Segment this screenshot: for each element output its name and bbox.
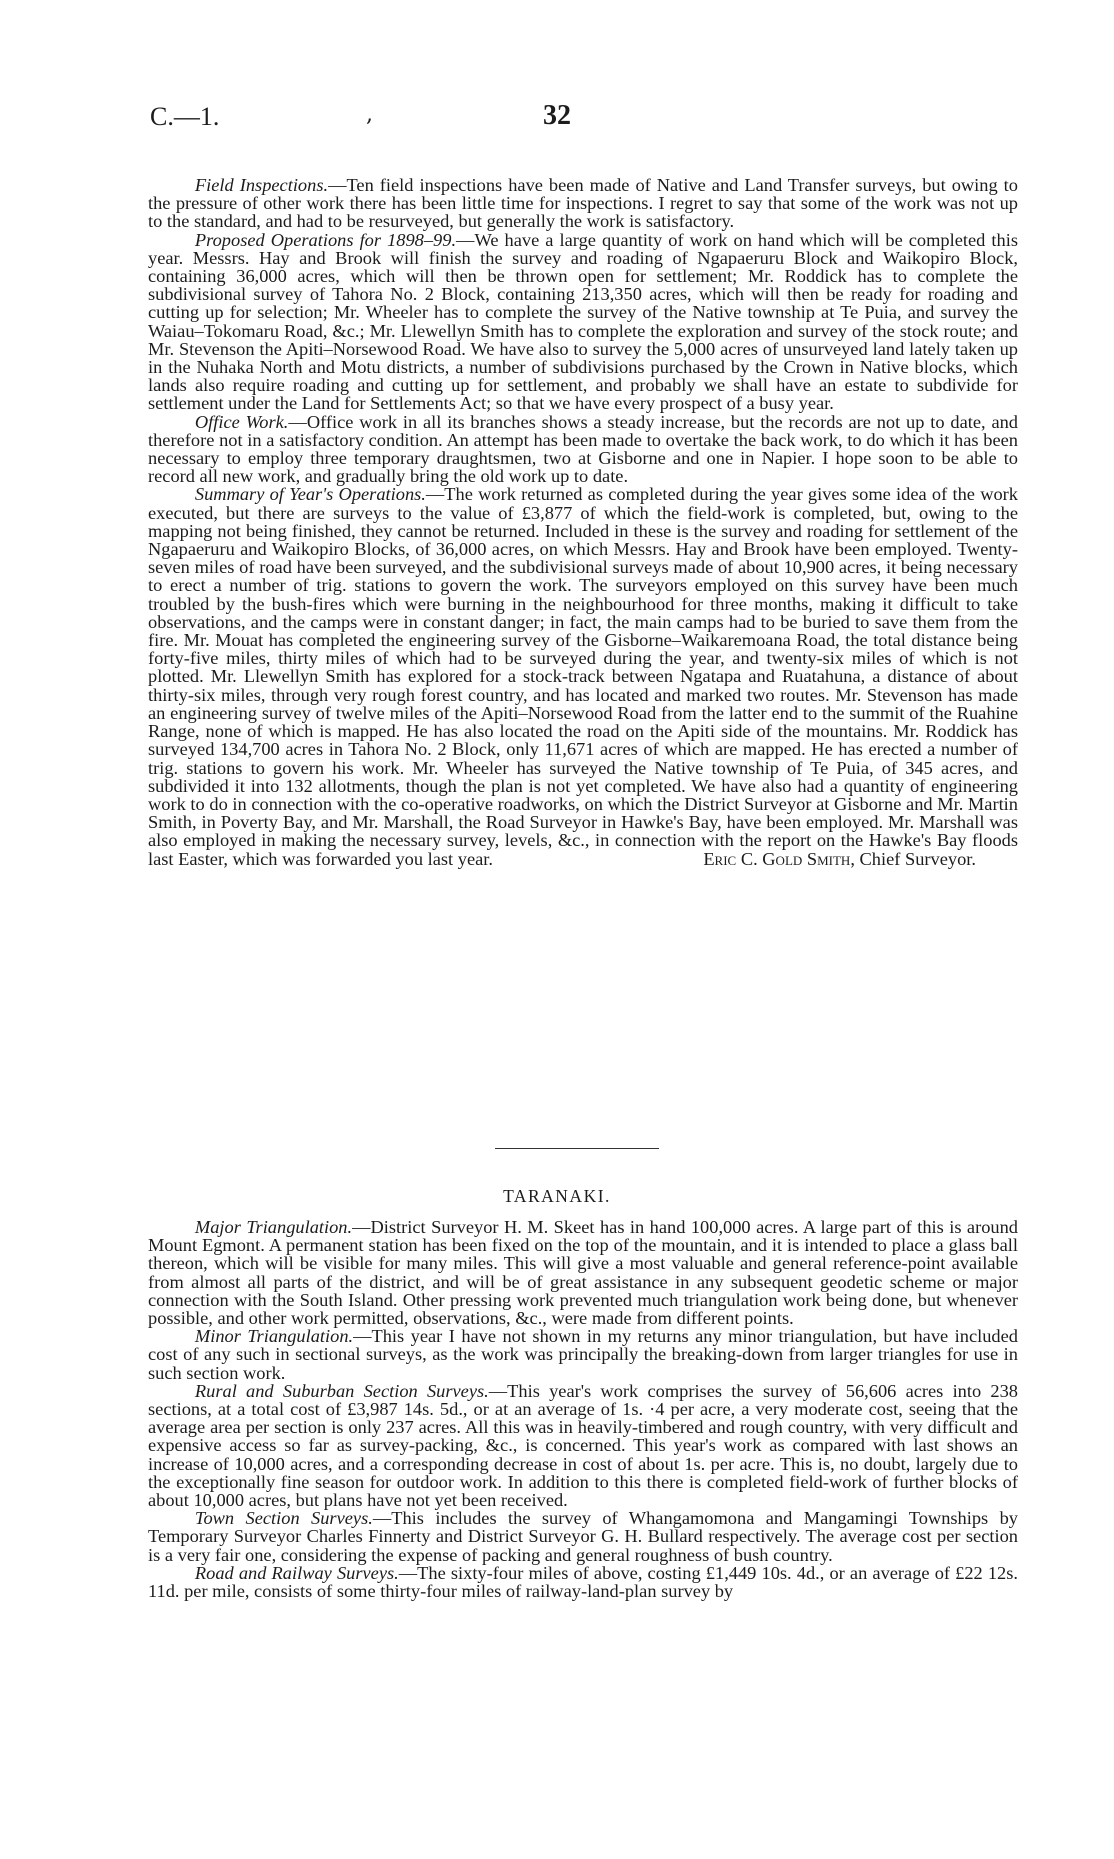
paragraph-heading: Road and Railway Surveys. (194, 1562, 399, 1583)
paragraph-heading: Rural and Suburban Section Surveys. (194, 1380, 489, 1401)
paragraph-text: —The work returned as completed during the year gives some idea of the work executed, but there are surveys to the value of £3,877 of which the field-work is completed, but, owing to the mapping not being finished, they cannot be returned. Included in these is the survey and roading for settlement of the Ngapaeruru and Waikopiro Blocks, of 36,000 acres, on which Messrs. Hay and Brook have been employed. Twenty-seven miles of road have been surveyed, and the subdivisional surveys made of about 10,900 acres, it being necessary to erect a number of trig. stations to govern the work. The surveyors employed on this survey have been much troubled by the bush-fires which were burning in the neighbourhood for three months, making it difficult to take observations, and the camps were in constant danger; in fact, the main camps had to be buried to save them from the fire. Mr. Mouat has completed the engineering survey of the Gisborne–Waikaremoana Road, the total distance being forty-five miles, thirty miles of which had to be surveyed during the year, and twenty-six miles of which is not plotted. Mr. Llewellyn Smith has explored for a stock-track between Ngatapa and Ruatahuna, a distance of about thirty-six miles, through very rough forest country, and has located and marked two routes. Mr. Stevenson has made an engineering survey of twelve miles of the Apiti–Norsewood Road from the latter end to the summit of the Ruahine Range, none of which is mapped. He has also located the road on the Apiti side of the mountains. Mr. Roddick has surveyed 134,700 acres in Tahora No. 2 Block, only 11,671 acres of which are mapped. He has erected a number of trig. stations to govern his work. Mr. Wheeler has surveyed the Native township of Te Puia, of 345 acres, and subdivided it into 132 allotments, though the plan is not yet completed. We have also had a quantity of engineering work to do in connection with the co-operative roadworks, on which the District Surveyor at Gisborne and Mr. Martin Smith, in Poverty Bay, and Mr. Marshall, the Road Surveyor in Hawke's Bay, have been employed. Mr. Marshall was also employed in making the necessary survey, levels, &c., in connection with the report on the Hawke's Bay floods last Easter, which was forwarded you last year. (148, 484, 1018, 869)
stray-mark: , (366, 102, 373, 127)
page-number: 32 (543, 100, 571, 131)
paragraph-heading: Proposed Operations for 1898–99. (194, 229, 457, 250)
paragraph-text: —Office work in all its branches shows a steady increase, but the records are not up to date, and therefore not in a satisfactory condition. An attempt has been made to overtake the back work, to do which it has been necessary to employ three temporary draughtsmen, two at Gisborne and one in Napier. I hope soon to be able to record all new work, and gradually bring the old work up to date. (148, 411, 1018, 487)
document-code: C.—1. (150, 102, 220, 131)
paragraph-heading: Major Triangulation. (194, 1217, 353, 1237)
paragraph-heading: Office Work. (194, 411, 289, 432)
signature-title: Chief Surveyor. (859, 848, 976, 869)
paragraph-office-work (148, 413, 1018, 486)
paragraph-major-triangulation (148, 1218, 1018, 1327)
section-hawkes-bay-report (148, 176, 1018, 868)
paragraph-text: —Ten field inspections have been made of Native and Land Transfer surveys, but owing to the pressure of other work there has been little time for inspections. I regret to say that some of the work was not up to the standard, and had to be resurveyed, but generally the work is satisfactory. (148, 175, 1018, 232)
section-taranaki-report (148, 1218, 1018, 1600)
paragraph-text: —The sixty-four miles of above, costing £1,449 10s. 4d., or an average of £22 12s. 11d. per mile, consists of some thirty-four miles of railway-land-plan survey by (148, 1562, 1018, 1602)
signature-name: Eric C. Gold Smith, (703, 848, 855, 869)
paragraph-summary-operations (148, 485, 1018, 867)
paragraph-text: —This year's work comprises the survey of 56,606 acres into 238 sections, at a total cost of £3,987 14s. 5d., or at an average of 1s. ·4 per acre, a very moderate cost, seeing that the average area per section is only 237 acres. All this was in heavily-timbered and rough country, with very difficult and expensive access so far as survey-packing, &c., is concerned. This year's work as compared with last shows an increase of 10,000 acres, and a corresponding decrease in cost of about 1s. per acre. This is, no doubt, largely due to the exceptionally fine season for outdoor work. In addition to this there is completed field-work of further blocks of about 10,000 acres, but plans have not yet been received. (148, 1380, 1019, 1511)
paragraph-field-inspections (148, 176, 1018, 231)
paragraph-heading: Field Inspections. (194, 175, 329, 195)
paragraph-heading: Minor Triangulation. (194, 1326, 354, 1347)
paragraph-heading: Town Section Surveys. (194, 1508, 373, 1529)
paragraph-rural-suburban-surveys (148, 1382, 1018, 1509)
paragraph-proposed-operations (148, 231, 1018, 413)
section-title-taranaki: TARANAKI. (503, 1186, 611, 1206)
paragraph-town-section-surveys (148, 1509, 1018, 1564)
paragraph-text: —District Surveyor H. M. Skeet has in hand 100,000 acres. A large part of this is around Mount Egmont. A permanent station has been fixed on the top of the mountain, and it is intended to place a glass ball thereon, which will be visible for many miles. This will give a most valuable and general reference-point available from almost all parts of the district, and will be of great assistance in any subsequent geodetic scheme or major connection with the South Island. Other pressing work prevented much triangulation work being done, but whenever possible, and other work permitted, observations, &c., were made from different points. (148, 1217, 1018, 1329)
page-header (0, 102, 1114, 146)
paragraph-minor-triangulation (148, 1327, 1018, 1382)
paragraph-text: —We have a large quantity of work on hand which will be completed this year. Messrs. Hay and Brook will finish the survey and roading of Ngapaeruru Block and Waikopiro Block, containing 36,000 acres, which will then be thrown open for settlement; Mr. Roddick has to complete the subdivisional survey of Tahora No. 2 Block, containing 213,350 acres, which will then be ready for roading and cutting up for selection; Mr. Wheeler has to complete the survey of the Native township at Te Puia, and survey the Waiau–Tokomaru Road, &c.; Mr. Llewellyn Smith has to complete the exploration and survey of the stock route; and Mr. Stevenson the Apiti–Norsewood Road. We have also to survey the 5,000 acres of unsurveyed land lately taken up in the Nuhaka North and Motu districts, a number of subdivisions purchased by the Crown in Native blocks, which lands also require roading and cutting up for settlement, and probably we shall have an estate to subdivide for settlement under the Land for Settlements Act; so that we have every prospect of a busy year. (148, 229, 1018, 414)
paragraph-text: —This year I have not shown in my returns any minor triangulation, but have included cost of any such in sectional surveys, as the work was principally the breaking-down from larger triangles for use in such section work. (148, 1326, 1018, 1383)
paragraph-heading: Summary of Year's Operations. (194, 484, 426, 505)
section-divider (495, 1148, 659, 1149)
paragraph-text: —This includes the survey of Whangamomona and Mangamingi Townships by Temporary Surveyor Charles Finnerty and District Surveyor G. H. Bullard respectively. The average cost per section is a very fair one, considering the expense of packing and general roughness of bush country. (148, 1508, 1018, 1565)
paragraph-road-railway-surveys (148, 1564, 1018, 1600)
